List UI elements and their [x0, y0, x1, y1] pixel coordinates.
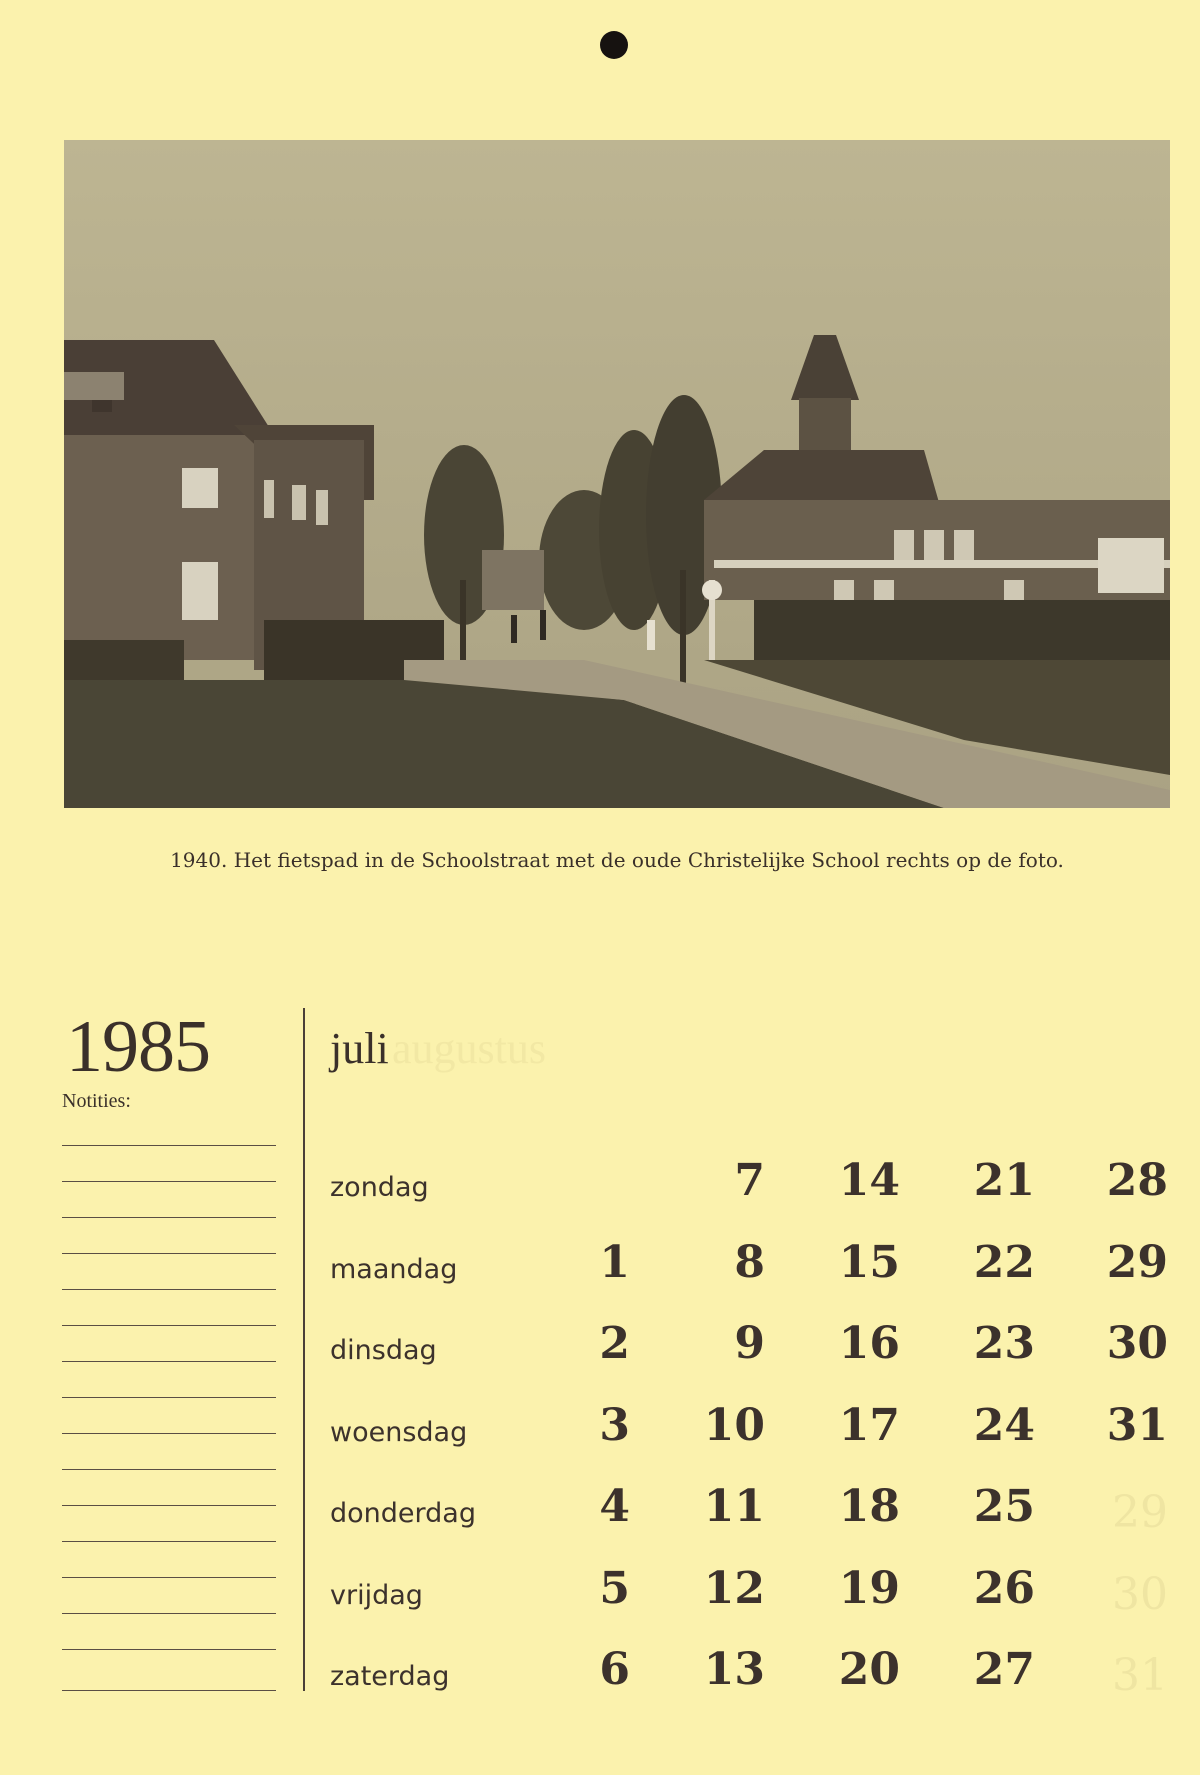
notes-label: Notities: [62, 1090, 131, 1112]
weekday-woensdag: woensdag [330, 1417, 468, 1448]
ghost-month-print: augustus [392, 1024, 546, 1073]
note-line [62, 1469, 276, 1470]
day-number[interactable]: 9 [734, 1318, 765, 1369]
day-number[interactable]: 13 [703, 1644, 765, 1695]
day-number[interactable]: 11 [703, 1481, 765, 1532]
calendar-year: 1985 [66, 1006, 210, 1088]
note-line [62, 1181, 276, 1182]
ghost-day-number: 31 [1112, 1650, 1168, 1701]
day-number[interactable]: 18 [838, 1481, 900, 1532]
note-line [62, 1577, 276, 1578]
day-number[interactable]: 1 [599, 1237, 630, 1288]
note-line [62, 1505, 276, 1506]
column-divider [303, 1008, 305, 1691]
day-number[interactable]: 17 [838, 1400, 900, 1451]
note-line [62, 1361, 276, 1362]
day-number[interactable]: 24 [973, 1400, 1035, 1451]
day-number[interactable]: 7 [734, 1155, 765, 1206]
note-line [62, 1690, 276, 1691]
day-number[interactable]: 22 [973, 1237, 1035, 1288]
weekday-dinsdag: dinsdag [330, 1335, 437, 1366]
day-number[interactable]: 20 [838, 1644, 900, 1695]
day-number[interactable]: 19 [838, 1563, 900, 1614]
month-title: juli [330, 1024, 389, 1073]
day-number[interactable]: 25 [973, 1481, 1035, 1532]
day-number[interactable]: 4 [599, 1481, 630, 1532]
day-number[interactable]: 27 [973, 1644, 1035, 1695]
day-number[interactable]: 8 [734, 1237, 765, 1288]
weekday-vrijdag: vrijdag [330, 1580, 423, 1611]
day-number[interactable]: 16 [838, 1318, 900, 1369]
note-line [62, 1397, 276, 1398]
day-number[interactable]: 5 [599, 1563, 630, 1614]
note-line [62, 1613, 276, 1614]
ghost-day-number: 30 [1112, 1569, 1168, 1620]
note-line [62, 1325, 276, 1326]
day-number[interactable]: 6 [599, 1644, 630, 1695]
day-number[interactable]: 12 [703, 1563, 765, 1614]
note-line [62, 1289, 276, 1290]
note-line [62, 1541, 276, 1542]
photo-caption: 1940. Het fietspad in de Schoolstraat met de oude Christelijke School rechts op de foto. [170, 848, 1064, 872]
day-number[interactable]: 23 [973, 1318, 1035, 1369]
day-number[interactable]: 14 [838, 1155, 900, 1206]
street-scene-image [64, 140, 1170, 808]
note-line [62, 1145, 276, 1146]
day-number[interactable]: 3 [599, 1400, 630, 1451]
day-number[interactable]: 21 [973, 1155, 1035, 1206]
day-number[interactable]: 30 [1106, 1318, 1168, 1369]
note-line [62, 1649, 276, 1650]
day-number[interactable]: 10 [703, 1400, 765, 1451]
day-number[interactable]: 2 [599, 1318, 630, 1369]
weekday-donderdag: donderdag [330, 1498, 476, 1529]
weekday-maandag: maandag [330, 1254, 458, 1285]
weekday-zaterdag: zaterdag [330, 1661, 450, 1692]
day-number[interactable]: 28 [1106, 1155, 1168, 1206]
hanging-hole [600, 31, 628, 59]
day-number[interactable]: 29 [1106, 1237, 1168, 1288]
day-number[interactable]: 31 [1106, 1400, 1168, 1451]
historic-photo [64, 140, 1170, 808]
day-number[interactable]: 15 [838, 1237, 900, 1288]
note-line [62, 1433, 276, 1434]
day-number[interactable]: 26 [973, 1563, 1035, 1614]
weekday-zondag: zondag [330, 1172, 429, 1203]
ghost-day-number: 29 [1112, 1487, 1168, 1538]
note-line [62, 1253, 276, 1254]
note-line [62, 1217, 276, 1218]
